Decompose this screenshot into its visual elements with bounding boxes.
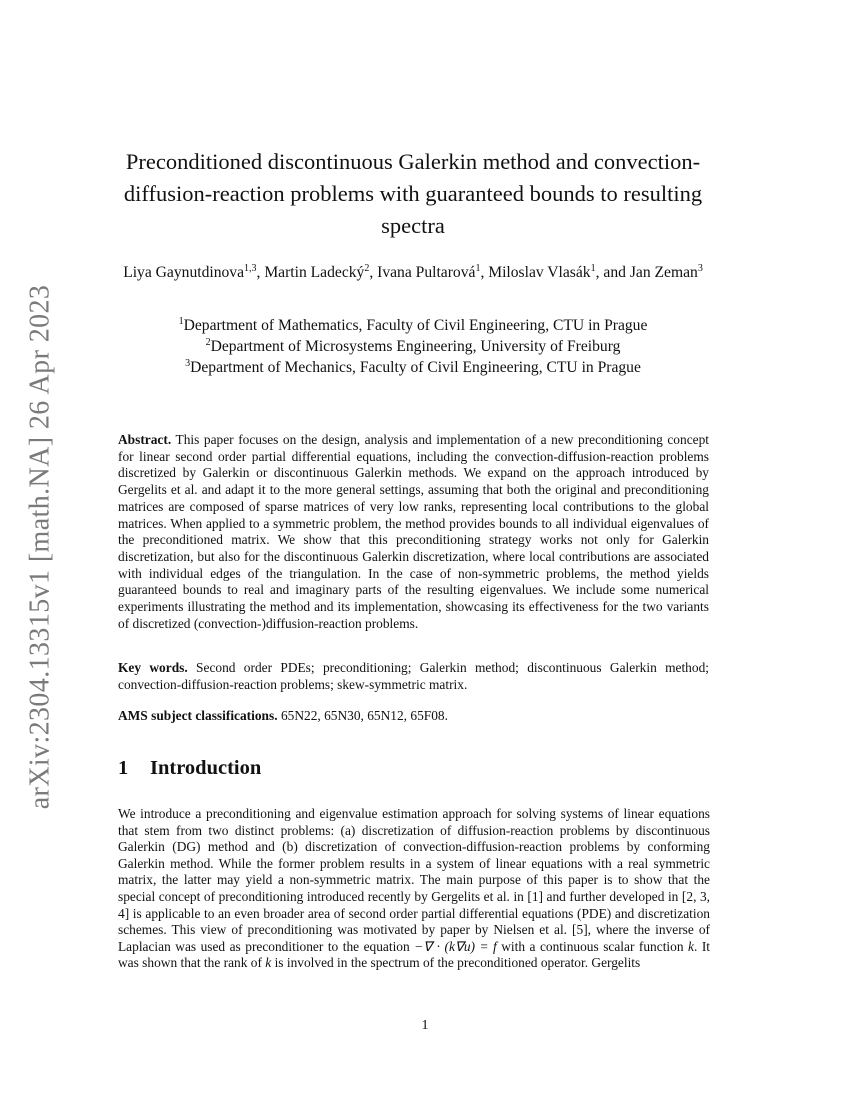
affiliations — [100, 315, 726, 378]
author-list — [100, 262, 726, 283]
ams-classifications — [118, 708, 709, 725]
paper-title: Preconditioned discontinuous Galerkin method and convection-diffusion-reaction problems with guaranteed bounds to resulting spectra — [123, 149, 703, 238]
abstract — [118, 432, 709, 632]
ams-text: 65N22, 65N30, 65N12, 65F08. — [280, 708, 448, 723]
section-heading — [118, 757, 261, 780]
keywords-label: Key words. — [118, 660, 188, 675]
section-title: Introduction — [150, 757, 262, 779]
affiliation: $^2$Department of Microsystems Engineering, University of Freiburg — [205, 337, 621, 355]
abstract-text: This paper focuses on the design, analysis and implementation of a new preconditioning concept for linear second order partial differential equations, including the convection-diffusion-reaction problems discretized by Galerkin or discontinuous Galerkin methods. We expand on the approach introduced by Gergelits et al. and adapt it to the more general settings, assuming that both the original and preconditioning matrices are composed of sparse matrices of very low ranks, representing local contributions to the global matrices. When applied to a symmetric problem, the method provides bounds to all individual eigenvalues of the preconditioned matrix. We show that this preconditioning strategy works not only for Galerkin discretization, but also for the discontinuous Galerkin discretization, where local contributions are associated with individual edges of the triangulation. In the case of non-symmetric problems, the method yields guaranteed bounds to real and imaginary parts of the resulting eigenvalues. We include some numerical experiments illustrating the method and its implementation, showcasing its effectiveness for the two variants of discretized (convection-)diffusion-reaction problems. — [118, 432, 709, 631]
author: Miloslav Vlasák$^1$, and — [488, 263, 630, 281]
keywords — [118, 660, 709, 693]
keywords-text: Second order PDEs; preconditioning; Galerkin method; discontinuous Galerkin method; convection-diffusion-reaction problems; skew-symmetric matrix. — [118, 660, 709, 692]
author: Martin Ladecký$^2$, — [264, 263, 378, 281]
ams-label: AMS subject classifications. — [118, 708, 278, 723]
author: Liya Gaynutdinova$^{1,3}$, — [123, 263, 265, 281]
arxiv-id-text: arXiv:2304.13315v1 [math.NA] 26 Apr 2023 — [24, 284, 56, 810]
author: Ivana Pultarová$^1$, — [377, 263, 489, 281]
affiliation: $^3$Department of Mechanics, Faculty of Civil Engineering, CTU in Prague — [185, 358, 641, 376]
intro-paragraph: We introduce a preconditioning and eigenvalue estimation approach for solving systems of linear equations that stem from two distinct problems: (a) discretization of diffusion-reaction problems by discontinuous Galerkin (DG) method and (b) discretization of convection-diffusion-reaction problems by conforming Galerkin method. While the former problem results in a system of linear equations with a real symmetric matrix, the latter may yield a non-symmetric matrix. The main purpose of this paper is to show that the special concept of preconditioning introduced recently by Gergelits et al. in [1] and further developed in [2, 3, 4] is applicable to an even broader area of second order partial differential equations (PDE) and discretization schemes. This view of preconditioning was motivated by paper by Nielsen et al. [5], where the inverse of Laplacian was used as preconditioner to the equation −∇ · (k∇u) = f with a continuous scalar function k. It was shown that the rank of k is involved in the spectrum of the preconditioned operator. Gergelits — [118, 806, 710, 971]
author: Jan Zeman$^3$ — [629, 263, 703, 281]
equation: −∇ · (k∇u) = f — [414, 938, 497, 954]
section-number: 1 — [118, 757, 129, 779]
abstract-label: Abstract. — [118, 432, 172, 447]
arxiv-identifier — [16, 267, 64, 827]
page-number: 1 — [421, 1018, 429, 1033]
affiliation: $^1$Department of Mathematics, Faculty of Civil Engineering, CTU in Prague — [178, 316, 648, 334]
